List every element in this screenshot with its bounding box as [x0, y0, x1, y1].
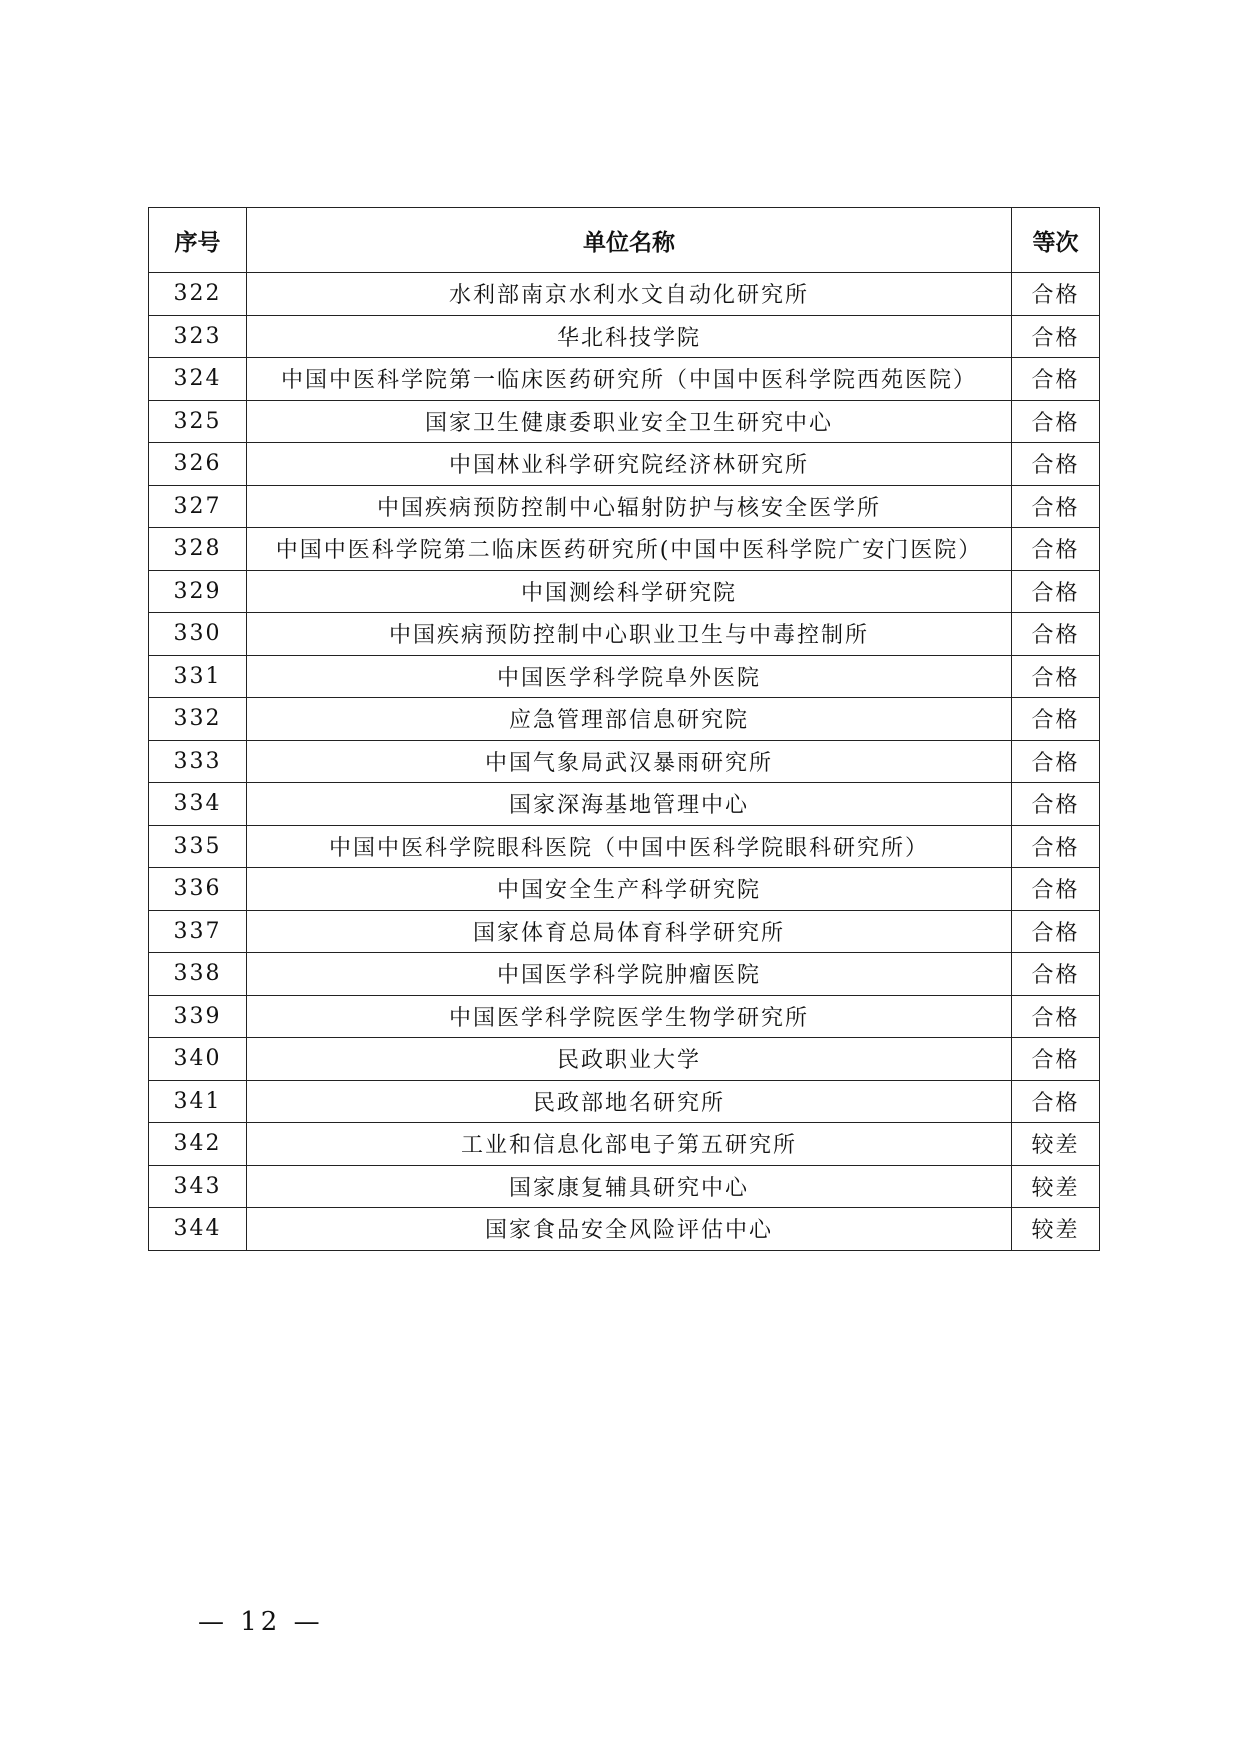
unit-name-cell: 中国医学科学院阜外医院: [247, 655, 1012, 698]
table-row: [149, 570, 1100, 613]
table-row: [149, 1123, 1100, 1166]
row-number-cell: 342: [149, 1123, 247, 1166]
unit-name-cell: 中国疾病预防控制中心职业卫生与中毒控制所: [247, 613, 1012, 656]
unit-name-cell: 水利部南京水利水文自动化研究所: [247, 273, 1012, 316]
unit-name-cell: 国家深海基地管理中心: [247, 783, 1012, 826]
unit-name-cell: 中国中医科学院第二临床医药研究所(中国中医科学院广安门医院）: [247, 528, 1012, 571]
grade-cell: 较差: [1012, 1208, 1100, 1251]
row-number-cell: 326: [149, 443, 247, 486]
page-number: — 12 —: [198, 1607, 324, 1637]
unit-name-cell: 工业和信息化部电子第五研究所: [247, 1123, 1012, 1166]
unit-name-cell: 中国医学科学院医学生物学研究所: [247, 995, 1012, 1038]
unit-name-cell: 民政部地名研究所: [247, 1080, 1012, 1123]
unit-name-cell: 中国疾病预防控制中心辐射防护与核安全医学所: [247, 485, 1012, 528]
row-number-cell: 338: [149, 953, 247, 996]
table-row: [149, 528, 1100, 571]
grade-cell: 合格: [1012, 528, 1100, 571]
table-row: [149, 400, 1100, 443]
table-row: [149, 358, 1100, 401]
unit-ranking-table: [148, 207, 1100, 1251]
unit-name-cell: 中国安全生产科学研究院: [247, 868, 1012, 911]
table-row: [149, 443, 1100, 486]
row-number-cell: 341: [149, 1080, 247, 1123]
table-row: [149, 273, 1100, 316]
table-row: [149, 1080, 1100, 1123]
row-number-cell: 336: [149, 868, 247, 911]
table-row: [149, 485, 1100, 528]
table-header-row: [149, 208, 1100, 273]
header-no: 序号: [149, 208, 247, 273]
table-row: [149, 1165, 1100, 1208]
grade-cell: 合格: [1012, 995, 1100, 1038]
row-number-cell: 330: [149, 613, 247, 656]
grade-cell: 合格: [1012, 1080, 1100, 1123]
grade-cell: 合格: [1012, 400, 1100, 443]
unit-name-cell: 民政职业大学: [247, 1038, 1012, 1081]
grade-cell: 合格: [1012, 655, 1100, 698]
grade-cell: 合格: [1012, 1038, 1100, 1081]
table-row: [149, 783, 1100, 826]
unit-name-cell: 国家食品安全风险评估中心: [247, 1208, 1012, 1251]
unit-name-cell: 应急管理部信息研究院: [247, 698, 1012, 741]
row-number-cell: 322: [149, 273, 247, 316]
table-row: [149, 698, 1100, 741]
grade-cell: 合格: [1012, 910, 1100, 953]
grade-cell: 合格: [1012, 953, 1100, 996]
row-number-cell: 343: [149, 1165, 247, 1208]
table-row: [149, 995, 1100, 1038]
grade-cell: 合格: [1012, 698, 1100, 741]
grade-cell: 合格: [1012, 868, 1100, 911]
row-number-cell: 344: [149, 1208, 247, 1251]
unit-name-cell: 华北科技学院: [247, 315, 1012, 358]
unit-name-cell: 中国中医科学院眼科医院（中国中医科学院眼科研究所）: [247, 825, 1012, 868]
row-number-cell: 325: [149, 400, 247, 443]
unit-name-cell: 中国测绘科学研究院: [247, 570, 1012, 613]
table-row: [149, 910, 1100, 953]
row-number-cell: 334: [149, 783, 247, 826]
unit-name-cell: 国家体育总局体育科学研究所: [247, 910, 1012, 953]
grade-cell: 合格: [1012, 485, 1100, 528]
row-number-cell: 329: [149, 570, 247, 613]
row-number-cell: 323: [149, 315, 247, 358]
table-row: [149, 825, 1100, 868]
unit-name-cell: 中国医学科学院肿瘤医院: [247, 953, 1012, 996]
unit-name-cell: 国家卫生健康委职业安全卫生研究中心: [247, 400, 1012, 443]
table-body: [149, 273, 1100, 1251]
row-number-cell: 328: [149, 528, 247, 571]
header-name: 单位名称: [247, 208, 1012, 273]
table-row: [149, 868, 1100, 911]
grade-cell: 合格: [1012, 825, 1100, 868]
table-row: [149, 613, 1100, 656]
unit-name-cell: 中国气象局武汉暴雨研究所: [247, 740, 1012, 783]
row-number-cell: 324: [149, 358, 247, 401]
table-row: [149, 1208, 1100, 1251]
row-number-cell: 340: [149, 1038, 247, 1081]
grade-cell: 较差: [1012, 1165, 1100, 1208]
grade-cell: 合格: [1012, 570, 1100, 613]
row-number-cell: 332: [149, 698, 247, 741]
unit-name-cell: 中国中医科学院第一临床医药研究所（中国中医科学院西苑医院）: [247, 358, 1012, 401]
row-number-cell: 335: [149, 825, 247, 868]
table-row: [149, 315, 1100, 358]
grade-cell: 合格: [1012, 783, 1100, 826]
grade-cell: 较差: [1012, 1123, 1100, 1166]
unit-name-cell: 中国林业科学研究院经济林研究所: [247, 443, 1012, 486]
grade-cell: 合格: [1012, 273, 1100, 316]
grade-cell: 合格: [1012, 315, 1100, 358]
grade-cell: 合格: [1012, 740, 1100, 783]
table-row: [149, 1038, 1100, 1081]
table-row: [149, 655, 1100, 698]
row-number-cell: 331: [149, 655, 247, 698]
row-number-cell: 337: [149, 910, 247, 953]
header-grade: 等次: [1012, 208, 1100, 273]
unit-name-cell: 国家康复辅具研究中心: [247, 1165, 1012, 1208]
table-row: [149, 740, 1100, 783]
row-number-cell: 327: [149, 485, 247, 528]
row-number-cell: 333: [149, 740, 247, 783]
table-row: [149, 953, 1100, 996]
row-number-cell: 339: [149, 995, 247, 1038]
grade-cell: 合格: [1012, 358, 1100, 401]
grade-cell: 合格: [1012, 613, 1100, 656]
grade-cell: 合格: [1012, 443, 1100, 486]
